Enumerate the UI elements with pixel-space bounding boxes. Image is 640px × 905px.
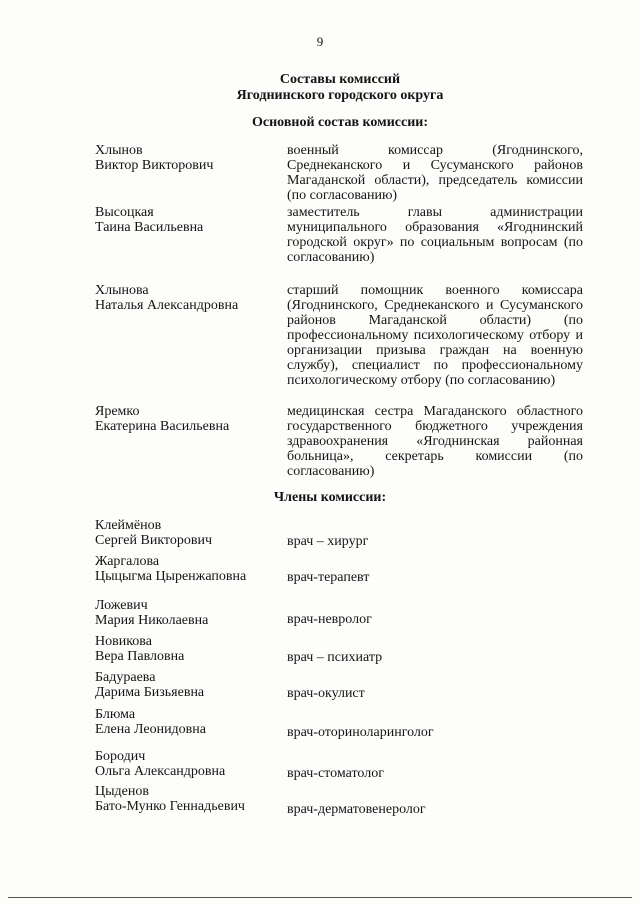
member-role: медицинская сестра Магаданского областного государственного бюджетного учреждения здравоохранения «Ягоднинская районная больница», секретарь комиссии (по согласованию) xyxy=(287,404,583,479)
member-role: старший помощник военного комиссара (Ягоднинского, Среднеканского и Сусуманского районов Магаданской области) (по профессиональному психологическому отбору и организации призыва граждан на военную службу), специалист по профессиональному психологическому отбору (по согласованию) xyxy=(287,283,583,388)
member-surname: Цыденов xyxy=(95,784,149,799)
member-surname: Бородич xyxy=(95,749,146,764)
member-role: военный комиссар (Ягоднинского, Среднеканского и Сусуманского районов Магаданской области), председатель комиссии (по согласованию) xyxy=(287,143,583,203)
member-given-names: Сергей Викторович xyxy=(95,533,213,548)
document-title-line-1: Составы комиссий xyxy=(279,72,401,87)
member-surname: Бадураева xyxy=(95,670,156,685)
main-composition-heading: Основной состав комиссии: xyxy=(252,115,428,130)
member-name xyxy=(95,143,275,173)
member-given-names: Ольга Александровна xyxy=(95,764,226,779)
member-name xyxy=(95,404,275,434)
member-given-names: Екатерина Васильевна xyxy=(95,419,230,434)
member-given-names: Цыцыгма Цыренжаповна xyxy=(95,569,247,584)
member-given-names: Таина Васильевна xyxy=(95,220,204,235)
page-number: 9 xyxy=(316,34,324,49)
member-role: врач – хирург xyxy=(287,534,369,549)
member-given-names: Вера Павловна xyxy=(95,649,185,664)
member-name xyxy=(95,634,275,664)
member-surname: Хлынов xyxy=(95,143,143,158)
member-role: врач-невролог xyxy=(287,612,372,627)
members-heading: Члены комиссии: xyxy=(273,490,387,505)
member-role: врач-оториноларинголог xyxy=(287,725,434,740)
member-name xyxy=(95,554,275,584)
member-name xyxy=(95,670,275,700)
member-surname: Яремко xyxy=(95,404,140,419)
member-given-names: Дарима Бизьяевна xyxy=(95,685,205,700)
member-surname: Блюма xyxy=(95,707,136,722)
member-surname: Хлынова xyxy=(95,283,149,298)
member-role: врач-стоматолог xyxy=(287,766,384,781)
member-surname: Клеймёнов xyxy=(95,518,162,533)
member-name xyxy=(95,598,275,628)
member-surname: Жаргалова xyxy=(95,554,160,569)
member-name xyxy=(95,784,275,814)
member-role: врач – психиатр xyxy=(287,650,383,665)
member-name xyxy=(95,518,275,548)
member-role: врач-дерматовенеролог xyxy=(287,802,426,817)
member-name xyxy=(95,283,275,313)
member-given-names: Елена Леонидовна xyxy=(95,722,206,737)
page-bottom-rule xyxy=(8,897,632,898)
member-surname: Новикова xyxy=(95,634,152,649)
member-role: врач-терапевт xyxy=(287,570,370,585)
member-name xyxy=(95,749,275,779)
member-given-names: Мария Николаевна xyxy=(95,613,209,628)
member-given-names: Бато-Мунко Геннадьевич xyxy=(95,799,245,814)
member-role: врач-окулист xyxy=(287,686,365,701)
member-surname: Высоцкая xyxy=(95,205,154,220)
member-role: заместитель главы администрации муниципального образования «Ягоднинский городской округ» по социальным вопросам (по согласованию) xyxy=(287,205,583,265)
member-given-names: Наталья Александровна xyxy=(95,298,239,313)
member-surname: Ложевич xyxy=(95,598,148,613)
document-title-line-2: Ягоднинского городского округа xyxy=(236,88,444,103)
member-name xyxy=(95,707,275,737)
member-given-names: Виктор Викторович xyxy=(95,158,214,173)
member-name xyxy=(95,205,275,235)
